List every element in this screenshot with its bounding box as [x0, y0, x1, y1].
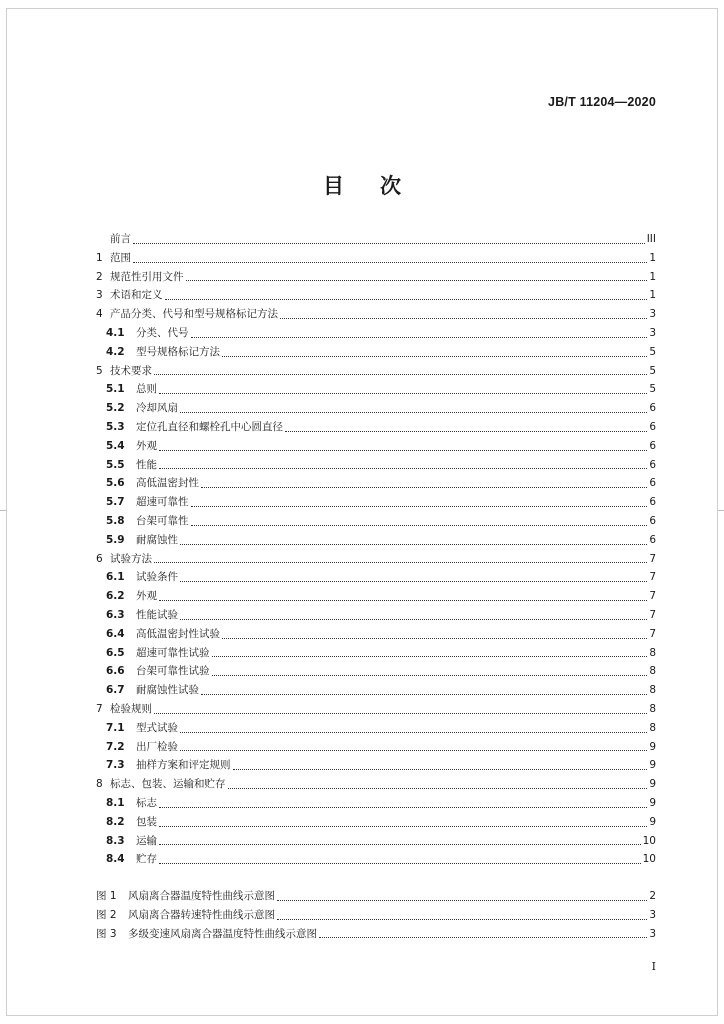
toc-entry-number: 6.6 — [106, 665, 125, 678]
toc-entry-number: 图 1 — [96, 890, 117, 903]
toc-entry-number: 2 — [96, 270, 103, 283]
dot-leader — [159, 843, 641, 845]
dot-leader — [159, 449, 647, 451]
toc-entry-page: 3 — [649, 927, 656, 940]
toc-entry-page: 6 — [649, 420, 656, 433]
toc-entry-page: 5 — [649, 364, 656, 377]
toc-entry-title: 冷却风扇 — [136, 402, 178, 415]
toc-entry[interactable] — [96, 268, 656, 287]
toc-entry-page: 3 — [649, 908, 656, 921]
toc-entry-number: 5.3 — [106, 420, 125, 433]
toc-entry-page: 3 — [649, 326, 656, 339]
toc-entry-title: 定位孔直径和螺栓孔中心圆直径 — [136, 420, 283, 433]
dot-leader — [180, 580, 647, 582]
figure-list-entry[interactable] — [96, 887, 656, 906]
toc-entry-page: 7 — [649, 571, 656, 584]
toc-entry[interactable] — [96, 493, 656, 512]
figure-list-entry[interactable] — [96, 906, 656, 925]
toc-entry-title: 规范性引用文件 — [110, 270, 184, 283]
toc-entry-page: 3 — [649, 308, 656, 321]
dot-leader — [277, 918, 647, 920]
dot-leader — [233, 768, 648, 770]
toc-entry-number: 4 — [96, 308, 103, 321]
toc-entry-page: 6 — [649, 533, 656, 546]
toc-entry-title: 风扇离合器温度特性曲线示意图 — [128, 890, 275, 903]
toc-entry-number: 5.1 — [106, 383, 125, 396]
toc-entry-page: III — [646, 233, 656, 245]
dot-leader — [154, 561, 647, 563]
toc-entry-number: 6.5 — [106, 646, 125, 659]
toc-entry-title: 性能试验 — [136, 608, 178, 621]
toc-entry-number: 8 — [96, 778, 103, 791]
toc-entry-page: 7 — [649, 552, 656, 565]
toc-entry-page: 5 — [649, 383, 656, 396]
toc-entry-title: 多级变速风扇离合器温度特性曲线示意图 — [128, 927, 317, 940]
table-of-contents — [96, 230, 656, 943]
dot-leader — [159, 467, 647, 469]
toc-entry[interactable] — [96, 456, 656, 475]
toc-entry[interactable] — [96, 681, 656, 700]
toc-entry-page: 8 — [649, 721, 656, 734]
toc-entry-number: 5.7 — [106, 496, 125, 509]
toc-entry-number: 8.2 — [106, 815, 125, 828]
toc-entry-page: 5 — [649, 345, 656, 358]
toc-entry-number: 4.1 — [106, 326, 125, 339]
toc-entry-page: 8 — [649, 684, 656, 697]
toc-entry-number: 6 — [96, 552, 103, 565]
toc-entry[interactable] — [96, 719, 656, 738]
dot-leader — [212, 655, 648, 657]
dot-leader — [277, 899, 647, 901]
toc-entry-title: 试验方法 — [110, 552, 152, 565]
toc-entry-number: 7.3 — [106, 759, 125, 772]
toc-entry-title: 总则 — [136, 383, 157, 396]
dot-leader — [180, 543, 647, 545]
toc-entry[interactable] — [96, 418, 656, 437]
toc-entry-title: 分类、代号 — [136, 326, 189, 339]
toc-entry-number: 4.2 — [106, 345, 125, 358]
toc-entry-number: 3 — [96, 289, 103, 302]
dot-leader — [154, 712, 647, 714]
toc-entry[interactable] — [96, 606, 656, 625]
title-char: 次 — [380, 174, 401, 198]
toc-entry-title: 耐腐蚀性试验 — [136, 684, 199, 697]
toc-entry-page: 6 — [649, 514, 656, 527]
toc-entry[interactable] — [96, 568, 656, 587]
toc-entry-title: 风扇离合器转速特性曲线示意图 — [128, 908, 275, 921]
toc-entry-page: 1 — [649, 251, 656, 264]
dot-leader — [159, 825, 647, 827]
toc-entry-title: 标志、包装、运输和贮存 — [110, 778, 226, 791]
section-gap — [96, 869, 656, 887]
dot-leader — [180, 749, 647, 751]
dot-leader — [222, 355, 647, 357]
toc-entry-page: 6 — [649, 439, 656, 452]
toc-entry-number: 5.9 — [106, 533, 125, 546]
dot-leader — [180, 411, 647, 413]
toc-entry-number: 6.3 — [106, 608, 125, 621]
toc-entry[interactable] — [96, 286, 656, 305]
dot-leader — [212, 674, 648, 676]
toc-entry-number: 7 — [96, 702, 103, 715]
toc-entry-title: 性能 — [136, 458, 157, 471]
edge-mark — [0, 510, 6, 511]
toc-entry[interactable] — [96, 343, 656, 362]
toc-entry-page: 1 — [649, 289, 656, 302]
toc-entry[interactable] — [96, 324, 656, 343]
toc-entry-page: 8 — [649, 665, 656, 678]
dot-leader — [159, 806, 647, 808]
toc-entry[interactable] — [96, 850, 656, 869]
dot-leader — [159, 392, 647, 394]
toc-entry-title: 前言 — [110, 233, 131, 245]
toc-entry-page: 2 — [649, 890, 656, 903]
toc-entry-title: 台架可靠性 — [136, 514, 189, 527]
toc-entry-title: 标志 — [136, 796, 157, 809]
toc-entry[interactable] — [96, 700, 656, 719]
dot-leader — [222, 637, 647, 639]
toc-entry-page: 9 — [649, 796, 656, 809]
toc-entry-title: 运输 — [136, 834, 157, 847]
toc-entry-number: 6.4 — [106, 627, 125, 640]
toc-entry-page: 8 — [649, 646, 656, 659]
figure-list-entry[interactable] — [96, 925, 656, 944]
toc-entry-page: 8 — [649, 702, 656, 715]
toc-entry-number: 5.5 — [106, 458, 125, 471]
dot-leader — [191, 336, 648, 338]
toc-entry-number: 6.1 — [106, 571, 125, 584]
dot-leader — [201, 486, 647, 488]
toc-entry-number: 5.4 — [106, 439, 125, 452]
toc-entry-page: 6 — [649, 477, 656, 490]
toc-entry-title: 包装 — [136, 815, 157, 828]
toc-entry-title: 抽样方案和评定规则 — [136, 759, 231, 772]
toc-entry[interactable] — [96, 474, 656, 493]
toc-entry[interactable] — [96, 380, 656, 399]
toc-entry-number: 6.7 — [106, 684, 125, 697]
toc-entry-number: 图 2 — [96, 908, 117, 921]
toc-entry-title: 技术要求 — [110, 364, 152, 377]
toc-entry-title: 型式试验 — [136, 721, 178, 734]
toc-entry-page: 1 — [649, 270, 656, 283]
toc-entry-number: 图 3 — [96, 927, 117, 940]
dot-leader — [165, 298, 648, 300]
toc-entry-number: 5 — [96, 364, 103, 377]
dot-leader — [191, 524, 648, 526]
toc-entry[interactable] — [96, 550, 656, 569]
toc-entry-number: 7.2 — [106, 740, 125, 753]
dot-leader — [280, 317, 647, 319]
toc-entry-number: 1 — [96, 251, 103, 264]
dot-leader — [159, 862, 641, 864]
toc-entry-page: 6 — [649, 496, 656, 509]
toc-entry-title: 外观 — [136, 439, 157, 452]
toc-entry-number: 6.2 — [106, 590, 125, 603]
page-number: I — [651, 960, 656, 973]
toc-entry-title: 台架可靠性试验 — [136, 665, 210, 678]
toc-entry-title: 超速可靠性试验 — [136, 646, 210, 659]
toc-entry-title: 高低温密封性 — [136, 477, 199, 490]
toc-entry[interactable] — [96, 775, 656, 794]
toc-entry[interactable] — [96, 832, 656, 851]
toc-entry-page: 9 — [649, 778, 656, 791]
toc-entry-title: 外观 — [136, 590, 157, 603]
toc-entry[interactable] — [96, 738, 656, 757]
dot-leader — [133, 261, 647, 263]
dot-leader — [191, 505, 648, 507]
toc-entry-title: 范围 — [110, 251, 131, 264]
toc-entry-title: 耐腐蚀性 — [136, 533, 178, 546]
toc-entry-title: 超速可靠性 — [136, 496, 189, 509]
toc-entry[interactable] — [96, 399, 656, 418]
toc-entry-page: 9 — [649, 759, 656, 772]
toc-entry-number: 8.3 — [106, 834, 125, 847]
toc-entry-title: 贮存 — [136, 853, 157, 866]
toc-entry[interactable] — [96, 644, 656, 663]
toc-entry-page: 10 — [642, 834, 656, 847]
dot-leader — [201, 693, 647, 695]
toc-entry[interactable] — [96, 512, 656, 531]
toc-entry[interactable] — [96, 587, 656, 606]
edge-mark — [718, 510, 724, 511]
toc-entry-number: 5.2 — [106, 402, 125, 415]
toc-entry-page: 7 — [649, 608, 656, 621]
title-char: 目 — [323, 174, 344, 198]
toc-entry-number: 7.1 — [106, 721, 125, 734]
toc-entry-page: 9 — [649, 815, 656, 828]
dot-leader — [285, 430, 647, 432]
dot-leader — [133, 242, 645, 244]
toc-entry[interactable] — [96, 813, 656, 832]
toc-entry[interactable] — [96, 531, 656, 550]
dot-leader — [154, 373, 647, 375]
toc-entry-title: 产品分类、代号和型号规格标记方法 — [110, 308, 278, 321]
toc-entry-page: 7 — [649, 627, 656, 640]
toc-entry[interactable] — [96, 625, 656, 644]
toc-entry-title: 型号规格标记方法 — [136, 345, 220, 358]
dot-leader — [180, 618, 647, 620]
dot-leader — [159, 599, 647, 601]
toc-entry[interactable] — [96, 249, 656, 268]
toc-entry-page: 10 — [642, 853, 656, 866]
toc-entry-number: 5.8 — [106, 514, 125, 527]
toc-entry-number: 5.6 — [106, 477, 125, 490]
page-title — [0, 170, 724, 200]
dot-leader — [319, 936, 647, 938]
dot-leader — [186, 279, 648, 281]
standard-number: JB/T 11204—2020 — [548, 95, 656, 109]
toc-entry[interactable] — [96, 756, 656, 775]
toc-entry-title: 试验条件 — [136, 571, 178, 584]
toc-entry[interactable] — [96, 662, 656, 681]
toc-entry-title: 出厂检验 — [136, 740, 178, 753]
toc-entry-title: 检验规则 — [110, 702, 152, 715]
toc-entry[interactable] — [96, 437, 656, 456]
toc-entry-page: 6 — [649, 402, 656, 415]
toc-entry[interactable] — [96, 794, 656, 813]
dot-leader — [180, 731, 647, 733]
toc-entry-title: 高低温密封性试验 — [136, 627, 220, 640]
toc-entry[interactable] — [96, 230, 656, 249]
toc-entry-number: 8.1 — [106, 796, 125, 809]
toc-entry-title: 术语和定义 — [110, 289, 163, 302]
toc-entry-page: 7 — [649, 590, 656, 603]
toc-entry-page: 6 — [649, 458, 656, 471]
toc-entry-number: 8.4 — [106, 853, 125, 866]
toc-entry[interactable] — [96, 305, 656, 324]
dot-leader — [228, 787, 648, 789]
toc-entry[interactable] — [96, 362, 656, 381]
toc-entry-page: 9 — [649, 740, 656, 753]
